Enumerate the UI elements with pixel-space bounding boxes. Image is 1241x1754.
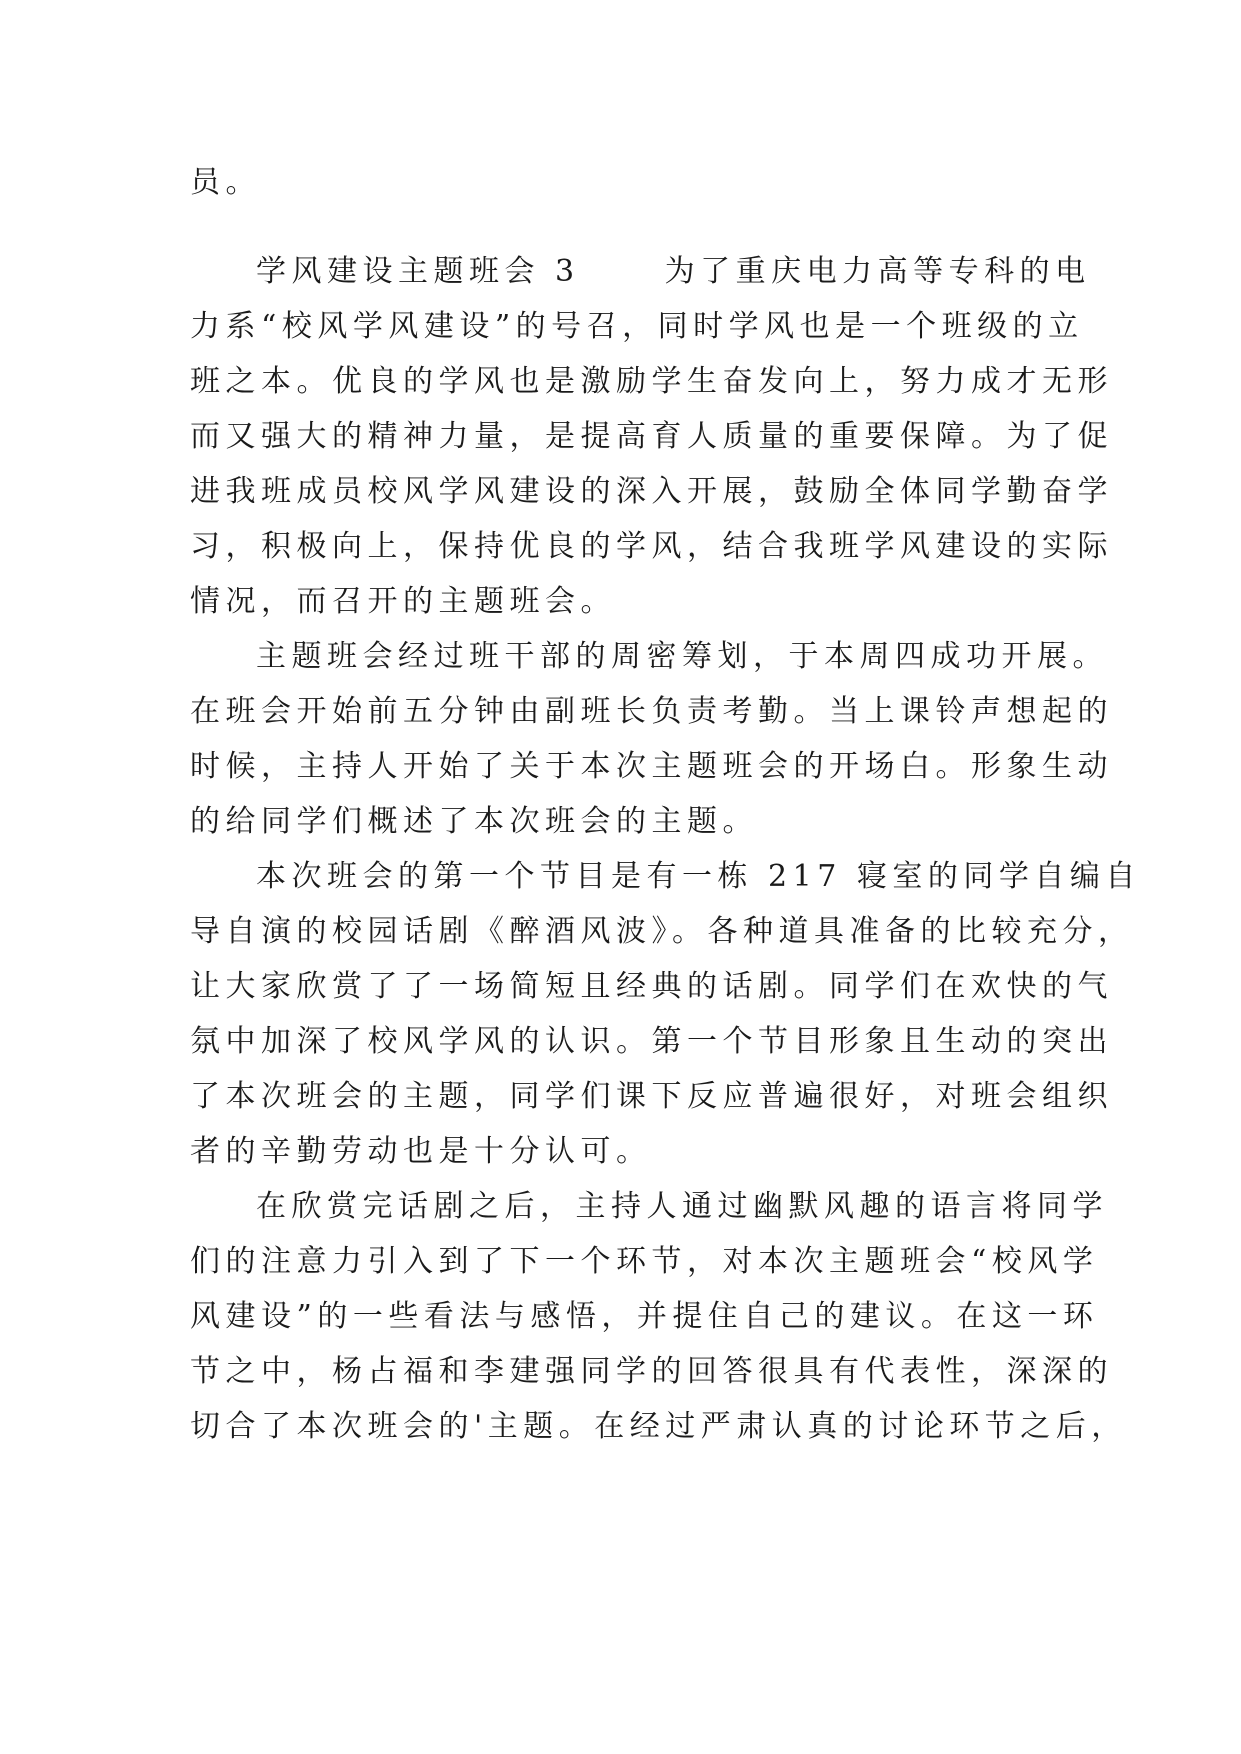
text-line: 切合了本次班会的'主题。在经过严肃认真的讨论环节之后， [190, 1409, 1127, 1444]
text-line: 时候，主持人开始了关于本次主题班会的开场白。形象生动 [190, 749, 1113, 784]
text-line: 们的注意力引入到了下一个环节，对本次主题班会“校风学 [190, 1244, 1099, 1279]
text-line: 情况，而召开的主题班会。 [190, 584, 616, 619]
text-line: 风建设”的一些看法与感悟，并提住自己的建议。在这一环 [190, 1299, 1099, 1334]
text-line: 而又强大的精神力量，是提高育人质量的重要保障。为了促 [190, 419, 1113, 454]
text-line: 班之本。优良的学风也是激励学生奋发向上，努力成才无形 [190, 364, 1113, 399]
text-line: 主题班会经过班干部的周密筹划，于本周四成功开展。 [256, 639, 1108, 674]
text-line: 节之中，杨占福和李建强同学的回答很具有代表性，深深的 [190, 1354, 1113, 1389]
text-line: 在欣赏完话剧之后，主持人通过幽默风趣的语言将同学 [256, 1189, 1108, 1224]
text-line: 进我班成员校风学风建设的深入开展，鼓励全体同学勤奋学 [190, 474, 1113, 509]
text-line: 力系“校风学风建设”的号召，同时学风也是一个班级的立 [190, 309, 1084, 344]
text-line: 者的辛勤劳动也是十分认可。 [190, 1134, 652, 1169]
text-line: 氛中加深了校风学风的认识。第一个节目形象且生动的突出 [190, 1024, 1113, 1059]
section-heading-line [256, 254, 1091, 289]
text-line: 员。 [190, 165, 261, 200]
text-line: 了本次班会的主题，同学们课下反应普遍很好，对班会组织 [190, 1079, 1113, 1114]
text-line: 导自演的校园话剧《醉酒风波》。各种道具准备的比较充分， [190, 914, 1134, 949]
text-line: 在班会开始前五分钟由副班长负责考勤。当上课铃声想起的 [190, 694, 1113, 729]
text-line: 的给同学们概述了本次班会的主题。 [190, 804, 758, 839]
text-line: 为了重庆电力高等专科的电 [664, 254, 1091, 289]
text-line: 让大家欣赏了了一场简短且经典的话剧。同学们在欢快的气 [190, 969, 1113, 1004]
text-line: 本次班会的第一个节目是有一栋 217 寝室的同学自编自 [256, 859, 1141, 894]
text-line: 习，积极向上，保持优良的学风，结合我班学风建设的实际 [190, 529, 1113, 564]
section-title: 学风建设主题班会 3 [256, 254, 580, 289]
